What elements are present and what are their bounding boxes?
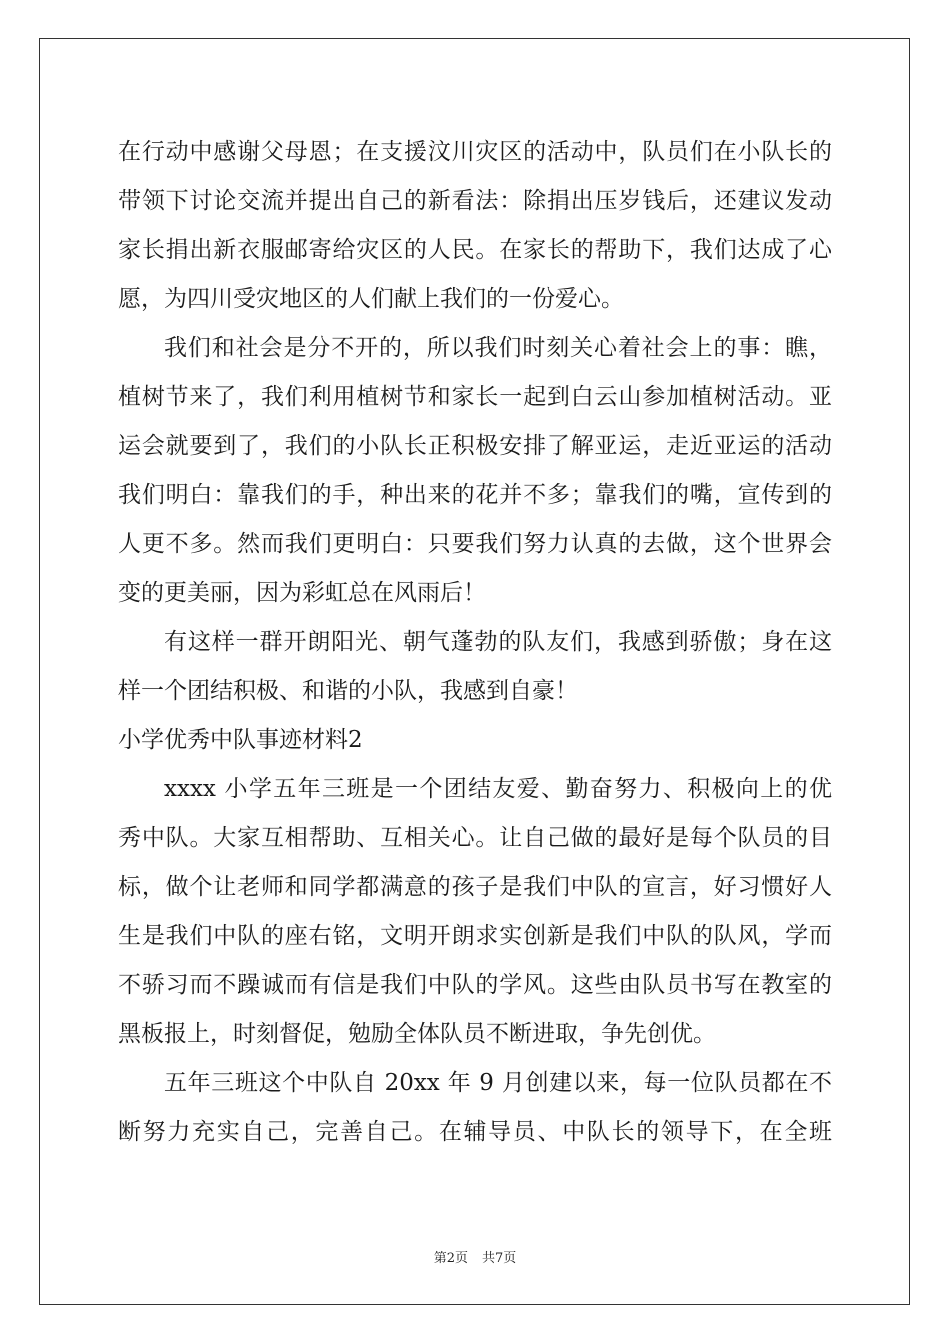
text-line: 我们明白：靠我们的手，种出来的花并不多；靠我们的嘴，宣传到的 bbox=[118, 482, 832, 508]
text-line: 生是我们中队的座右铭，文明开朗求实创新是我们中队的队风，学而 bbox=[118, 923, 832, 949]
page-number: 第2页 bbox=[433, 1251, 468, 1266]
section-title: 小学优秀中队事迹材料2 bbox=[118, 727, 363, 753]
text-line: 家长捐出新衣服邮寄给灾区的人民。在家长的帮助下，我们达成了心 bbox=[118, 237, 832, 263]
text-line: 人更不多。然而我们更明白：只要我们努力认真的去做，这个世界会 bbox=[118, 531, 832, 557]
text-line: 样一个团结积极、和谐的小队，我感到自豪！ bbox=[118, 678, 578, 704]
text-line: 愿，为四川受灾地区的人们献上我们的一份爱心。 bbox=[118, 286, 624, 312]
text-line: 我们和社会是分不开的，所以我们时刻关心着社会上的事：瞧， bbox=[164, 335, 832, 361]
text-line: 秀中队。大家互相帮助、互相关心。让自己做的最好是每个队员的目 bbox=[118, 825, 832, 851]
paragraph bbox=[118, 128, 832, 324]
text-line: 在行动中感谢父母恩；在支援汶川灾区的活动中，队员们在小队长的 bbox=[118, 139, 832, 165]
text-line: xxxx 小学五年三班是一个团结友爱、勤奋努力、积极向上的优 bbox=[164, 776, 832, 802]
text-line: 植树节来了，我们利用植树节和家长一起到白云山参加植树活动。亚 bbox=[118, 384, 832, 410]
text-line: 断努力充实自己，完善自己。在辅导员、中队长的领导下，在全班 bbox=[118, 1119, 832, 1145]
text-line: 标，做个让老师和同学都满意的孩子是我们中队的宣言，好习惯好人 bbox=[118, 874, 832, 900]
page-footer bbox=[0, 1247, 950, 1266]
text-line: 运会就要到了，我们的小队长正积极安排了解亚运，走近亚运的活动 bbox=[118, 433, 832, 459]
paragraph bbox=[118, 1059, 832, 1157]
page-total: 共7页 bbox=[482, 1251, 517, 1266]
text-line: 黑板报上，时刻督促，勉励全体队员不断进取，争先创优。 bbox=[118, 1021, 716, 1047]
text-line: 变的更美丽，因为彩虹总在风雨后！ bbox=[118, 580, 486, 606]
document-body bbox=[118, 128, 832, 1157]
text-line: 有这样一群开朗阳光、朝气蓬勃的队友们，我感到骄傲；身在这 bbox=[164, 629, 832, 655]
paragraph bbox=[118, 618, 832, 716]
text-line: 不骄习而不躁诚而有信是我们中队的学风。这些由队员书写在教室的 bbox=[118, 972, 832, 998]
text-line: 五年三班这个中队自 20xx 年 9 月创建以来，每一位队员都在不 bbox=[164, 1070, 832, 1096]
paragraph bbox=[118, 765, 832, 1059]
paragraph bbox=[118, 324, 832, 618]
text-line: 带领下讨论交流并提出自己的新看法：除捐出压岁钱后，还建议发动 bbox=[118, 188, 832, 214]
